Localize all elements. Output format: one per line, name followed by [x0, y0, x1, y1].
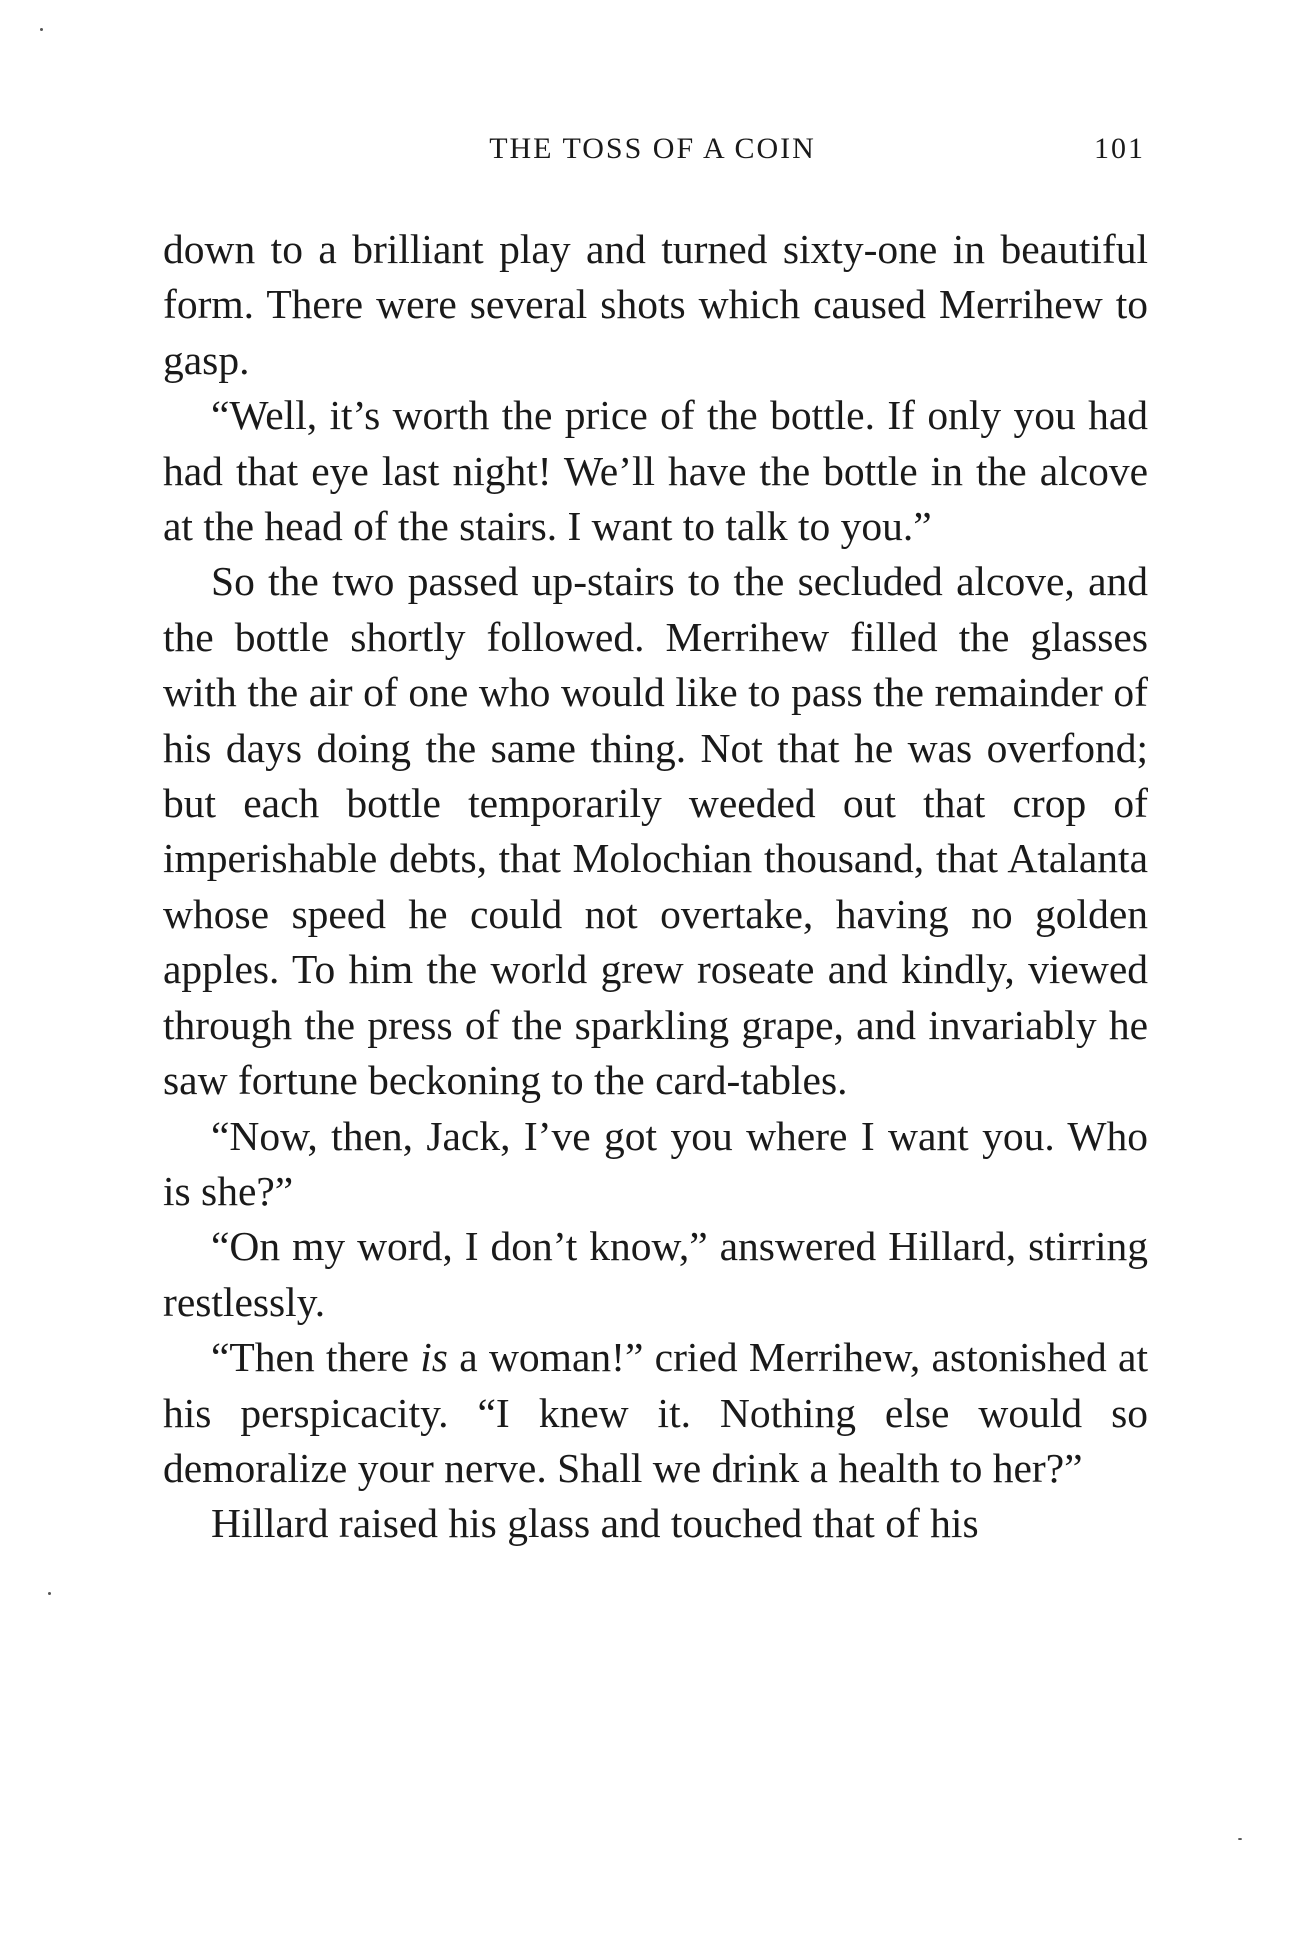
paragraph: “Well, it’s worth the price of the bottle. If only you had had that eye last night! We’ll have the bottle in the alcove at the head of the stairs. I want to talk to you.” — [163, 392, 1148, 550]
paragraph-text: a woman!” cried Merrihew, astonished at his perspicacity. “I knew it. Nothing else would so demoralize your nerve. Shall we drink a health to her?” — [163, 1334, 1148, 1491]
paragraph: “On my word, I don’t know,” answered Hillard, stirring restlessly. — [163, 1223, 1148, 1325]
paragraph-text: “Then there — [211, 1334, 421, 1381]
running-title: THE TOSS OF A COIN — [489, 132, 816, 165]
paragraph: Hillard raised his glass and touched that of his — [211, 1500, 979, 1547]
emphasis-text: is — [420, 1334, 448, 1381]
paragraph: So the two passed up-stairs to the secluded alcove, and the bottle shortly followed. Merrihew filled the glasses with the air of one who would like to pass the remainder of his days doing the same thing. Not that he was overfond; but each bottle temporarily weeded out that crop of imperishable debts, that Molochian thousand, that Atalanta whose speed he could not overtake, having no golden apples. To him the world grew roseate and kindly, viewed through the press of the sparkling grape, and invariably he saw fortune beckoning to the card-tables. — [163, 558, 1148, 1104]
paragraph-woman — [163, 1330, 1148, 1496]
paragraph: “Now, then, Jack, I’ve got you where I want you. Who is she?” — [163, 1112, 1148, 1214]
paragraph: down to a brilliant play and turned sixty-one in beautiful form. There were several shots which caused Merrihew to gasp. — [163, 226, 1148, 383]
page-number: 101 — [1094, 132, 1145, 165]
print-speck — [48, 1592, 51, 1595]
print-speck — [1238, 1838, 1242, 1840]
body-text — [163, 222, 1148, 1552]
running-head — [160, 132, 1145, 172]
print-speck — [40, 28, 43, 31]
